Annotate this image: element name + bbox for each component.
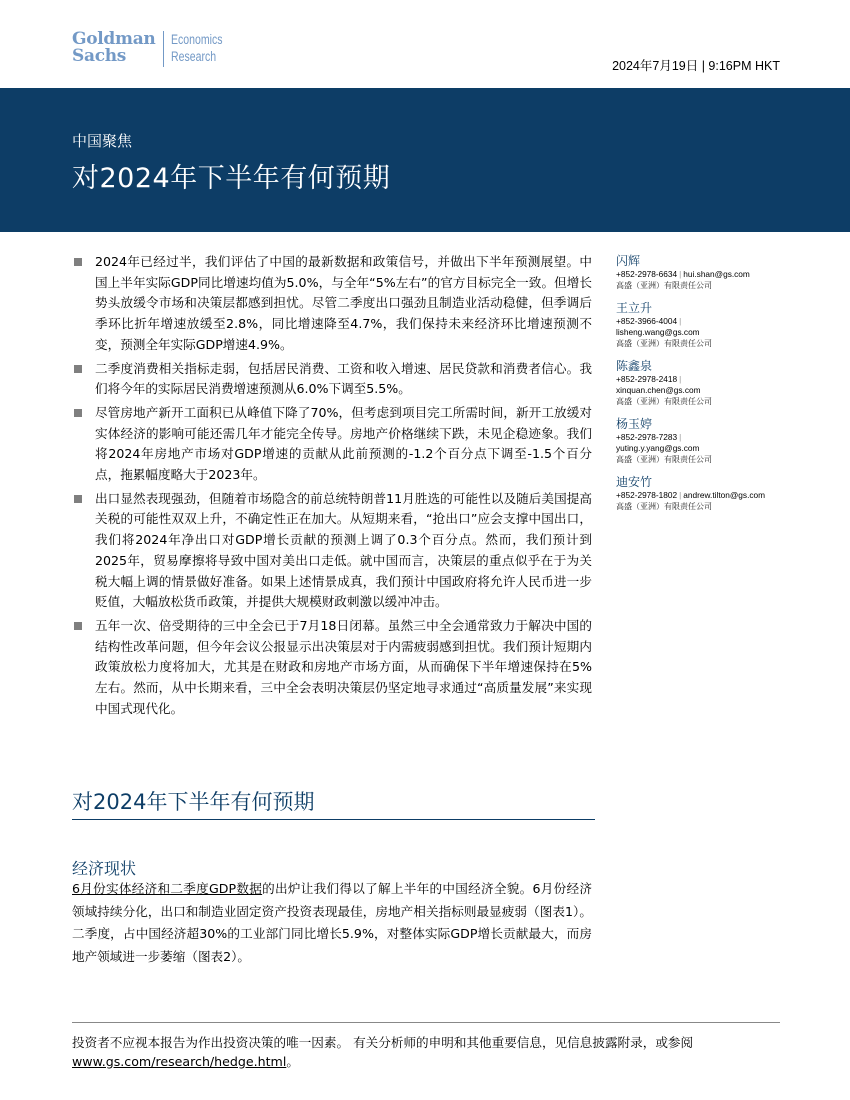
summary-bullet (72, 616, 592, 720)
summary-bullet (72, 403, 592, 486)
analyst-firm: 高盛（亚洲）有限责任公司 (616, 339, 712, 348)
contact-separator: | (679, 432, 682, 442)
analyst-firm: 高盛（亚洲）有限责任公司 (616, 455, 712, 464)
analyst-name: 陈鑫泉 (616, 359, 653, 373)
logo-line-sachs: Sachs (72, 46, 127, 66)
analyst-contact (616, 269, 816, 280)
bullet-text: 二季度消费相关指标走弱，包括居民消费、工资和收入增速、居民贷款和消费者信心。我们将今年的实际居民消费增速预测从6.0%下调至5.5%。 (95, 360, 592, 397)
analyst-card (616, 358, 816, 407)
analyst-firm: 高盛（亚洲）有限责任公司 (616, 397, 712, 406)
contact-separator: | (679, 490, 682, 500)
analyst-firm: 高盛（亚洲）有限责任公司 (616, 502, 712, 511)
summary-bullets (72, 252, 592, 722)
bullet-square-icon (74, 495, 82, 503)
disclaimer-end: 。 (286, 1054, 299, 1069)
logo-line-research: Research (171, 49, 217, 64)
summary-bullet (72, 359, 592, 400)
section-title: 对2024年下半年有何预期 (72, 790, 315, 814)
analyst-name: 王立升 (616, 301, 653, 315)
section-divider (72, 819, 595, 820)
bullet-square-icon (74, 258, 82, 266)
logo-line-economics: Economics (171, 32, 223, 47)
data-link[interactable]: 6月份实体经济和二季度GDP数据 (72, 881, 263, 896)
bullet-text: 五年一次、倍受期待的三中全会已于7月18日闭幕。虽然三中全会通常致力于解决中国的结构性改革问题，但今年会议公报显示出决策层对于内需疲弱感到担忧。我们预计短期内政策放松力度将加大，尤其是在财政和房地产市场方面，从而确保下半年增速保持在5%左右。然而，从中长期来看，三中全会表明决策层仍坚定地寻求通过“高质量发展”来实现中国式现代化。 (95, 617, 592, 716)
analyst-email[interactable]: xinquan.chen@gs.com (616, 385, 701, 395)
logo-line-goldman: Goldman (72, 29, 156, 49)
bullet-square-icon (74, 622, 82, 630)
analyst-card (616, 474, 816, 512)
analyst-card (616, 300, 816, 349)
bullet-text: 尽管房地产新开工面积已从峰值下降了70%，但考虑到项目完工所需时间，新开工放缓对实体经济的影响可能还需几年才能完全传导。房地产价格继续下跌，未见企稳迹象。我们将2024年房地产市场对GDP增速的贡献从此前预测的-1.2个百分点下调至-1.5个百分点，拖累幅度略大于2023年。 (95, 404, 592, 483)
analyst-contact (616, 374, 816, 385)
paragraph-text: 的出炉让我们得以了解上半年的中国经济全貌。6月份经济领域持续分化，出口和制造业固定资产投资表现最佳，房地产相关指标则最显疲弱（图表1）。二季度，占中国经济超30%的工业部门同比增长5.9%，对整体实际GDP增长贡献最大，而房地产领域进一步萎缩（图表2）。 (72, 881, 592, 964)
bullet-text: 出口显然表现强劲，但随着市场隐含的前总统特朗普11月胜选的可能性以及随后美国提高关税的可能性双双上升，不确定性正在加大。从短期来看，“抢出口”应会支撑中国出口，我们将2024年净出口对GDP增长贡献的预测上调了0.3个百分点。然而，我们预计到2025年，贸易摩擦将导致中国对美出口走低。就中国而言，决策层的重点似乎在于为关税大幅上调的情景做好准备。如果上述情景成真，我们预计中国政府将允许人民币进一步贬值，大幅放松货币政策，并提供大规模财政刺激以缓冲冲击。 (95, 490, 592, 610)
logo-divider (163, 31, 164, 67)
analyst-email[interactable]: andrew.tilton@gs.com (683, 490, 766, 500)
title-banner (0, 88, 850, 232)
analyst-phone: +852-2978-6634 (616, 269, 678, 279)
analyst-name: 杨玉婷 (616, 417, 653, 431)
analyst-phone: +852-2978-7283 (616, 432, 678, 442)
bullet-text: 2024年已经过半，我们评估了中国的最新数据和政策信号，并做出下半年预测展望。中国上半年实际GDP同比增速均值为5.0%，与全年“5%左右”的官方目标完全一致。但增长势头放缓令市场和决策层都感到担忧。尽管二季度出口强劲且制造业活动稳健，但季调后季环比折年增速放缓至2.8%，同比增速降至4.7%，我们保持未来经济环比增速预测不变，预测全年实际GDP增速4.9%。 (95, 254, 592, 352)
analyst-card (616, 253, 816, 291)
analyst-list (616, 253, 816, 521)
footer-disclaimer (72, 1033, 780, 1071)
analyst-phone: +852-3966-4004 (616, 316, 678, 326)
bullet-square-icon (74, 365, 82, 373)
logo-division (171, 31, 237, 65)
logo-wordmark (72, 31, 155, 65)
footer-divider (72, 1022, 780, 1023)
disclosure-link[interactable]: www.gs.com/research/hedge.html (72, 1054, 287, 1069)
analyst-name: 闪辉 (616, 254, 641, 268)
summary-bullet (72, 252, 592, 356)
analyst-phone: +852-2978-1802 (616, 490, 678, 500)
body-paragraph (72, 878, 592, 968)
report-date: 2024年7月19日 | 9:16PM HKT (612, 59, 780, 73)
analyst-card (616, 416, 816, 465)
disclaimer-text: 投资者不应视本报告为作出投资决策的唯一因素。 有关分析师的申明和其他重要信息，见信息披露附录，或参阅 (72, 1035, 694, 1050)
analyst-contact (616, 432, 816, 443)
analyst-name: 迪安竹 (616, 475, 653, 489)
analyst-email[interactable]: yuting.y.yang@gs.com (616, 443, 700, 453)
contact-separator: | (679, 316, 682, 326)
contact-separator: | (679, 374, 682, 384)
report-title: 对2024年下半年有何预期 (72, 163, 391, 194)
analyst-firm: 高盛（亚洲）有限责任公司 (616, 281, 712, 290)
summary-bullet (72, 489, 592, 613)
subsection-title: 经济现状 (72, 859, 137, 878)
series-label: 中国聚焦 (72, 132, 133, 150)
bullet-square-icon (74, 409, 82, 417)
contact-separator: | (679, 269, 682, 279)
analyst-email[interactable]: lisheng.wang@gs.com (616, 327, 700, 337)
analyst-contact (616, 316, 816, 327)
analyst-email[interactable]: hui.shan@gs.com (683, 269, 750, 279)
analyst-phone: +852-2978-2418 (616, 374, 678, 384)
goldman-sachs-logo (72, 31, 238, 67)
analyst-contact (616, 490, 816, 501)
